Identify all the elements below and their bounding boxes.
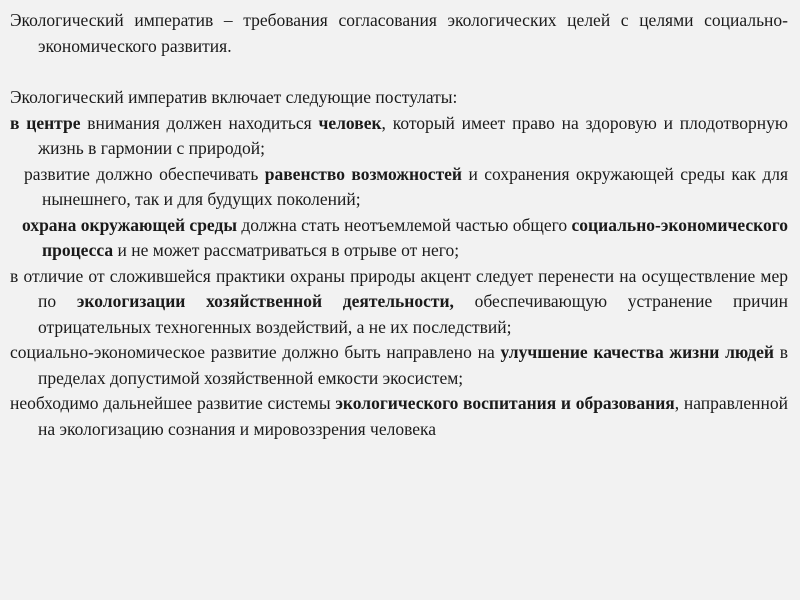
- text: социально-экономическое развитие должно быть направлено на: [10, 342, 501, 362]
- bold-text: улучшение качества жизни людей: [500, 342, 775, 362]
- bold-text: экологического воспитания и образования: [335, 393, 675, 413]
- text: должна стать неотъемлемой частью общего: [236, 214, 572, 235]
- bold-text: экологизации хозяйственной деятельности,: [76, 291, 454, 311]
- text: развитие должно обеспечивать: [24, 163, 265, 184]
- text: и не может рассматриваться в отрыве от него;: [113, 240, 460, 260]
- text: необходимо дальнейшее развитие системы: [10, 393, 336, 413]
- bold-text: социально-экономического процесса: [42, 214, 788, 260]
- postulate-5: [10, 340, 788, 391]
- postulate-6: [10, 391, 788, 442]
- text: в отличие от сложившейся практики охраны природы акцент следует перенести на осуществление мер по: [10, 265, 788, 311]
- bold-text: охрана окружающей среды: [22, 214, 237, 235]
- bold-text: в центре: [10, 112, 81, 133]
- text: , направленной на экологизацию сознания и мировоззрения человека: [38, 393, 788, 439]
- postulate-4: [10, 264, 788, 341]
- postulate-3: [10, 213, 788, 264]
- text: внимания должен находиться: [80, 112, 319, 133]
- postulate-2: [10, 162, 788, 213]
- postulate-1: [10, 111, 788, 162]
- text: обеспечивающую устранение причин отрицательных техногенных воздействий, а не их последствий;: [38, 291, 788, 337]
- bold-text: равенство возможностей: [264, 163, 463, 184]
- lead-line: Экологический императив включает следующие постулаты:: [10, 87, 458, 107]
- intro-paragraph: Экологический императив – требования согласования экологических целей с целями социально-экономического развития.: [10, 10, 788, 56]
- bold-text: человек: [318, 112, 382, 133]
- text: , который имеет право на здоровую и плодотворную жизнь в гармонии с природой;: [38, 112, 788, 158]
- spacer: [10, 59, 788, 85]
- text: и сохранения окружающей среды как для нынешнего, так и для будущих поколений;: [42, 163, 789, 209]
- text: в пределах допустимой хозяйственной емкости экосистем;: [38, 342, 789, 388]
